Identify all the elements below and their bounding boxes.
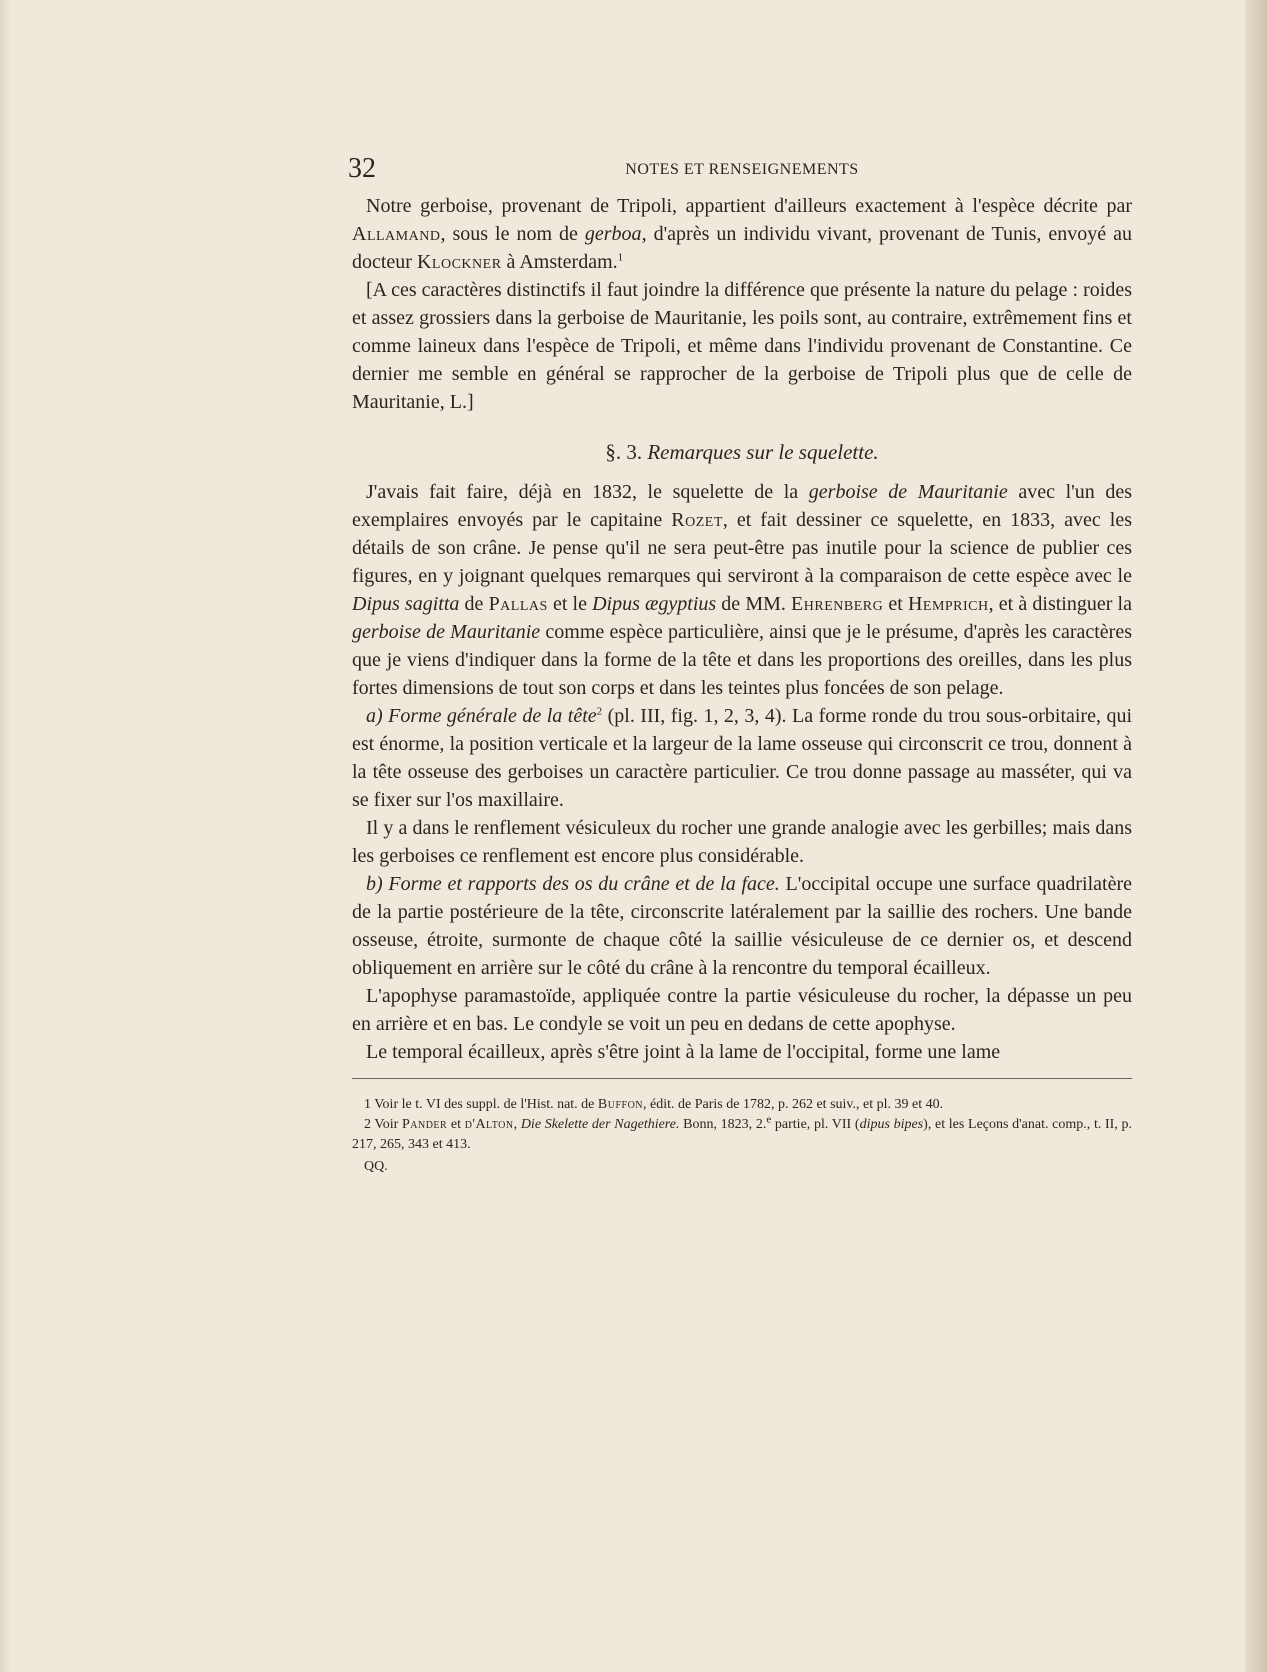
page-number: 32 — [348, 153, 376, 184]
author-ehrenberg: Ehrenberg — [791, 593, 884, 615]
species-gerboa: gerboa — [584, 223, 642, 245]
paragraph-apophyse: L'apophyse paramastoïde, appliquée contre la partie vésiculeuse du rocher, la dépasse un peu en arrière et en bas. Le condyle se voit un peu en dedans de cette apophyse. — [352, 985, 1132, 1035]
species-dipus-aegyptius: Dipus ægyptius — [592, 593, 717, 615]
footnote-divider — [352, 1078, 1132, 1079]
paragraph-rocher: Il y a dans le renflement vésiculeux du rocher une grande analogie avec les gerbilles; mais dans les gerboises ce renflement est encore plus considérable. — [352, 817, 1132, 867]
footnote-2: 2 Voir Pander et d'Alton, Die Skelette der Nagethiere. Bonn, 1823, 2.$^e$ partie, pl. VII (dipus bipes), et les Leçons d'anat. comp., t. II, p. 217, 265, 343 et 413. — [352, 1113, 1133, 1152]
paragraph-pelage: [A ces caractères distinctifs il faut joindre la différence que présente la nature du pelage : roides et assez grossiers dans la gerboise de Mauritanie, les poils sont, au contraire, extrêmement fins et comme laineux dans l'espèce de Tripoli, et même dans l'individu provenant de Constantine. Ce dernier me semble en général se rapprocher de la gerboise de Tripoli plus que de celle de Mauritanie, L.] — [352, 279, 1132, 413]
paragraph-skull-bones: b) Forme et rapports des os du crâne et de la face. L'occipital occupe une surface quadrilatère de la partie postérieure de la tête, circonscrite latéralement par la saillie des rochers. Une bande osseuse, étroite, surmonte de chaque côté la saillie vésiculeuse de ce dernier os, et descend obliquement en arrière sur le côté du crâne à la rencontre du temporal écailleux. — [352, 873, 1132, 979]
species-gerboise-mauritanie: gerboise de Mauritanie — [808, 481, 1008, 503]
species-gerboise-mauritanie-2: gerboise de Mauritanie — [352, 621, 541, 643]
footnote-ref-2: 2 — [596, 705, 603, 718]
subheading-head-shape: a) Forme générale de la tête — [366, 705, 597, 727]
subheading-skull-bones: b) Forme et rapports des os du crâne et de la face. — [366, 873, 780, 895]
paragraph-temporal: Le temporal écailleux, après s'être joint à la lame de l'occipital, forme une lame — [366, 1041, 1001, 1063]
person-rozet: Rozet — [671, 509, 723, 531]
text-block — [348, 152, 1133, 1177]
author-buffon: Buffon — [597, 1097, 644, 1112]
section-number: §. 3. — [605, 440, 643, 464]
author-pallas: Pallas — [488, 593, 548, 615]
paragraph-tripoli-gerboise: Notre gerboise, provenant de Tripoli, appartient d'ailleurs exactement à l'espèce décrite par Allamand, sous le nom de gerboa, d'après un individu vivant, provenant de Tunis, envoyé au docteur Klockner à Amsterdam.$^1$ — [352, 195, 1133, 273]
section-heading — [352, 438, 1132, 466]
running-head — [348, 152, 1132, 192]
author-pander: Pander — [401, 1117, 448, 1132]
species-dipus-sagitta: Dipus sagitta — [352, 593, 460, 615]
footnote-ref-1: 1 — [617, 251, 624, 264]
author-dalton: d'Alton — [464, 1117, 514, 1132]
running-title: NOTES ET RENSEIGNEMENTS — [625, 161, 859, 178]
paragraph-head-shape: a) Forme générale de la tête$^2$ (pl. III, fig. 1, 2, 3, 4). La forme ronde du trou sous-orbitaire, qui est énorme, la position verticale et la largeur de la lame osseuse qui circonscrit ce trou, donnent à la tête osseuse des gerboises un caractère particulier. Ce trou donne passage au masséter, qui va se fixer sur l'os maxillaire. — [352, 705, 1132, 811]
species-dipus-bipes: dipus bipes — [859, 1117, 924, 1132]
footnote-1: 1 Voir le t. VI des suppl. de l'Hist. nat. de Buffon, édit. de Paris de 1782, p. 262 et suiv., et pl. 39 et 40. — [364, 1097, 944, 1112]
section-title: Remarques sur le squelette. — [647, 440, 879, 464]
person-klockner: Klockner — [416, 251, 502, 273]
page-left-edge — [0, 0, 12, 1672]
paragraph-skeleton-intro: J'avais fait faire, déjà en 1832, le squelette de la gerboise de Mauritanie avec l'un des exemplaires envoyés par le capitaine Rozet, et fait dessiner ce squelette, en 1833, avec les détails de son crâne. Je pense qu'il ne sera peut-être pas inutile pour la science de publier ces figures, en y joignant quelques remarques qui serviront à la comparaison de cette espèce avec le Dipus sagitta de Pallas et le Dipus ægyptius de MM. Ehrenberg et Hemprich, et à distinguer la gerboise de Mauritanie comme espèce particulière, ainsi que je le présume, d'après les caractères que je viens d'indiquer dans la forme de la tête et dans les proportions des oreilles, dans les plus fortes dimensions de tout son corps et dans les teintes plus foncées de son pelage. — [352, 481, 1133, 699]
work-title-skelette: Die Skelette der Nagethiere. — [520, 1117, 680, 1132]
author-hemprich: Hemprich — [907, 593, 989, 615]
page-right-edge — [1245, 0, 1267, 1672]
author-allamand: Allamand — [352, 223, 441, 245]
signature-mark: QQ. — [364, 1159, 388, 1174]
